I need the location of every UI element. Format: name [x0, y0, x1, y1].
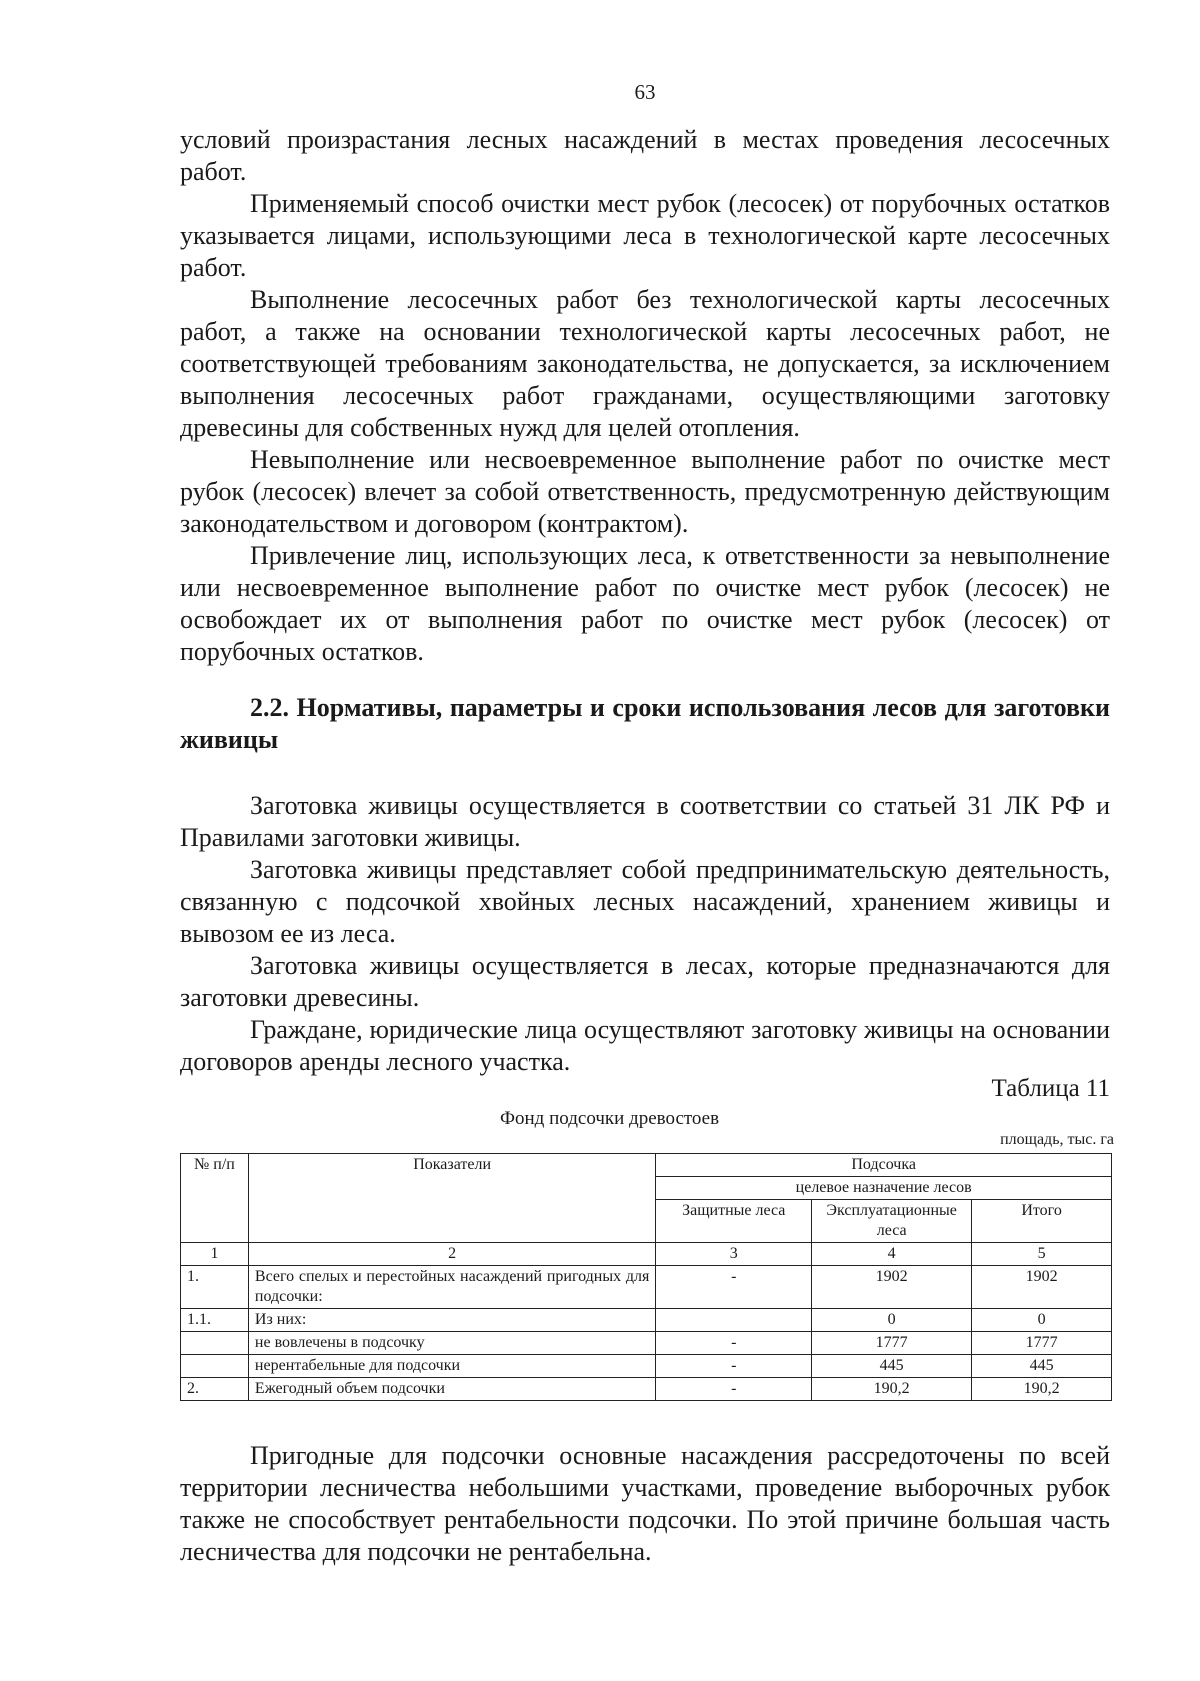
paragraph: Заготовка живицы осуществляется в соответствии со статьей 31 ЛК РФ и Правилами заготовки живицы.: [180, 791, 1110, 852]
cell-exploitation: 190,2: [812, 1378, 972, 1401]
data-table: [180, 1153, 1112, 1401]
cell-exploitation: 0: [812, 1309, 972, 1332]
cell-num: 1.1.: [181, 1309, 249, 1332]
cell-exploitation: 1777: [812, 1332, 972, 1355]
cell-total: 1902: [972, 1266, 1112, 1309]
cell-total: 1777: [972, 1332, 1112, 1355]
paragraph: Заготовка живицы осуществляется в лесах, которые предназначаются для заготовки древесины.: [180, 951, 1110, 1012]
cell-exploitation: 1902: [812, 1266, 972, 1309]
paragraph: Граждане, юридические лица осуществляют заготовку живицы на основании договоров аренды лесного участка.: [180, 1015, 1110, 1076]
column-number: 4: [812, 1243, 972, 1266]
cell-num: 1.: [181, 1266, 249, 1309]
table-header-row: [181, 1154, 1112, 1177]
header-total: Итого: [972, 1200, 1112, 1243]
cell-total: 445: [972, 1355, 1112, 1378]
cell-protective: -: [656, 1378, 812, 1401]
cell-protective: -: [656, 1332, 812, 1355]
paragraph: Невыполнение или несвоевременное выполнение работ по очистке мест рубок (лесосек) влечет за собой ответственность, предусмотренную действующим законодательством и договором (контрактом).: [180, 445, 1110, 538]
table-row: [181, 1355, 1112, 1378]
cell-exploitation: 445: [812, 1355, 972, 1378]
table-row: [181, 1309, 1112, 1332]
table-label: Таблица 11: [991, 1075, 1110, 1102]
column-number-row: [181, 1243, 1112, 1266]
cell-name: Ежегодный объем подсочки: [248, 1378, 655, 1401]
column-number: 5: [972, 1243, 1112, 1266]
table-row: [181, 1378, 1112, 1401]
cell-name: Из них:: [248, 1309, 655, 1332]
header-protective: Защитные леса: [656, 1200, 812, 1243]
cell-protective: -: [656, 1355, 812, 1378]
page-number: 63: [634, 80, 656, 104]
header-exploitation: Эксплуатационные леса: [812, 1200, 972, 1243]
paragraph: Заготовка живицы представляет собой предпринимательскую деятельность, связанную с подсочкой хвойных лесных насаждений, хранением живицы и вывозом ее из леса.: [180, 855, 1110, 948]
column-number: 3: [656, 1243, 812, 1266]
cell-num: [181, 1332, 249, 1355]
section-heading: 2.2. Нормативы, параметры и сроки использования лесов для заготовки живицы: [180, 693, 1110, 754]
paragraph: условий произрастания лесных насаждений в местах проведения лесосечных работ.: [180, 125, 1110, 186]
header-subgroup: целевое назначение лесов: [656, 1177, 1112, 1200]
cell-protective: [656, 1309, 812, 1332]
table-row: [181, 1266, 1112, 1309]
header-indicator: Показатели: [248, 1154, 655, 1243]
cell-num: [181, 1355, 249, 1378]
column-number: 2: [248, 1243, 655, 1266]
cell-name: нерентабельные для подсочки: [248, 1355, 655, 1378]
table-title: Фонд подсочки древостоев: [500, 1108, 720, 1129]
header-num: № п/п: [181, 1154, 249, 1243]
paragraph: Применяемый способ очистки мест рубок (лесосек) от порубочных остатков указывается лицами, использующими леса в технологической карте лесосечных работ.: [180, 189, 1110, 282]
header-group: Подсочка: [656, 1154, 1112, 1177]
cell-name: Всего спелых и перестойных насаждений пригодных для подсочки:: [248, 1266, 655, 1309]
cell-protective: -: [656, 1266, 812, 1309]
cell-total: 0: [972, 1309, 1112, 1332]
paragraph: Выполнение лесосечных работ без технологической карты лесосечных работ, а также на основании технологической карты лесосечных работ, не соответствующей требованиям законодательства, не допускается, за исключением выполнения лесосечных работ гражданами, осуществляющими заготовку древесины для собственных нужд для целей отопления.: [180, 285, 1110, 442]
body-text-top: [180, 124, 1110, 668]
cell-name: не вовлечены в подсочку: [248, 1332, 655, 1355]
cell-num: 2.: [181, 1378, 249, 1401]
closing-paragraph: Пригодные для подсочки основные насаждения рассредоточены по всей территории лесничества небольшими участками, проведение выборочных рубок также не способствует рентабельности подсочки. По этой причине большая часть лесничества для подсочки не рентабельна.: [180, 1441, 1110, 1566]
cell-total: 190,2: [972, 1378, 1112, 1401]
table-row: [181, 1332, 1112, 1355]
body-text-middle: [180, 790, 1110, 1078]
column-number: 1: [181, 1243, 249, 1266]
table-unit: площадь, тыс. га: [1000, 1131, 1114, 1148]
paragraph: Привлечение лиц, использующих леса, к ответственности за невыполнение или несвоевременное выполнение работ по очистке мест рубок (лесосек) не освобождает их от выполнения работ по очистке мест рубок (лесосек) от порубочных остатков.: [180, 541, 1110, 666]
